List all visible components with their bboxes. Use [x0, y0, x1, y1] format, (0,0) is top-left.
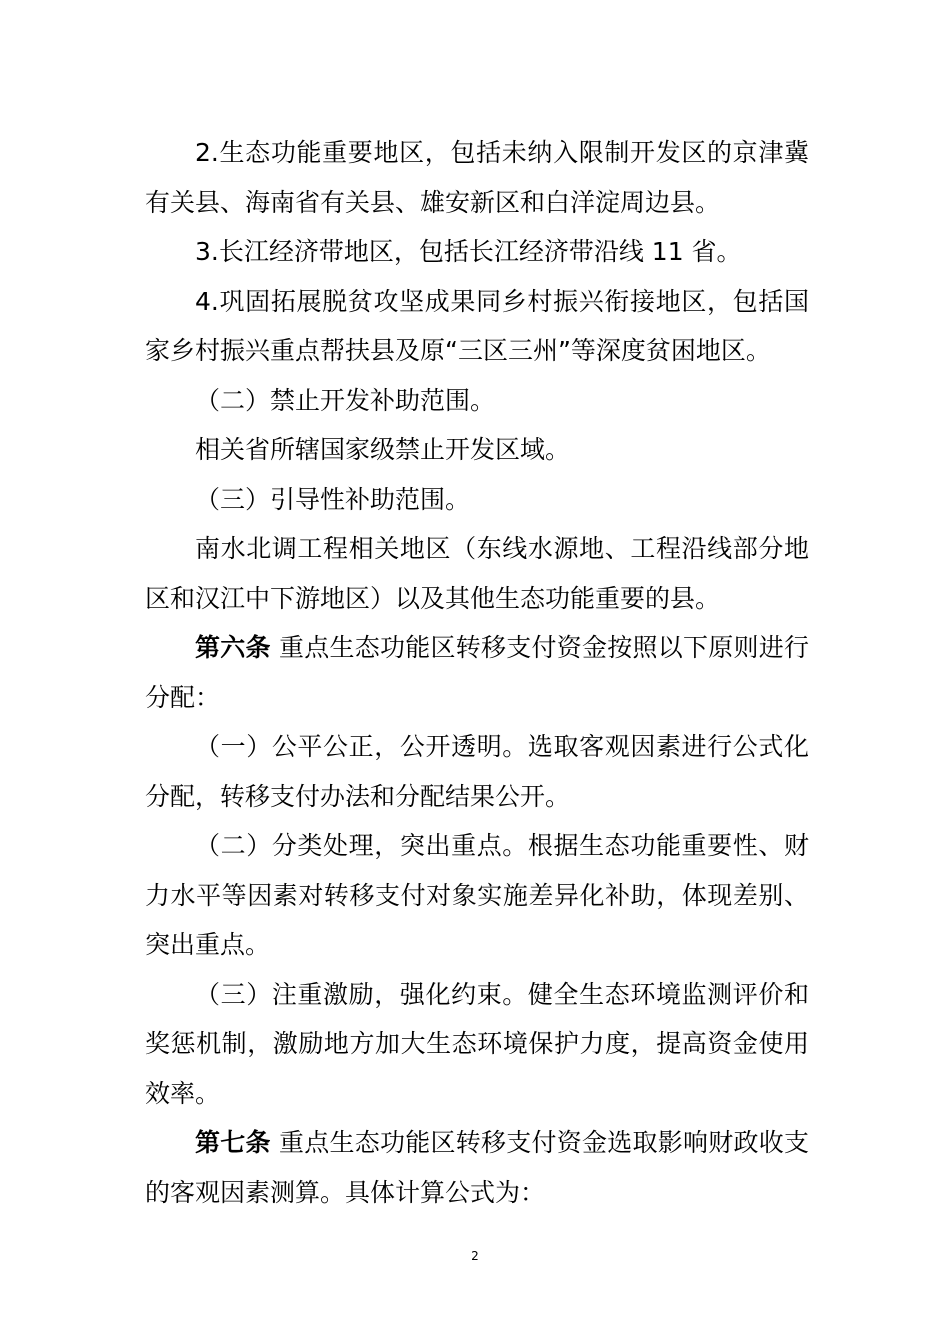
paragraph-yangtze-belt: 3.长江经济带地区，包括长江经济带沿线 11 省。 [195, 237, 742, 266]
article-six-heading: 第六条 [195, 633, 271, 662]
principle-fairness: （一）公平公正，公开透明。选取客观因素进行公式化分配，转移支付办法和分配结果公开。 [145, 732, 809, 811]
article-seven [145, 1118, 809, 1217]
principle-classification: （二）分类处理，突出重点。根据生态功能重要性、财力水平等因素对转移支付对象实施差异化补助，体现差别、突出重点。 [145, 831, 809, 959]
article-six [145, 623, 809, 722]
article-six-text: 重点生态功能区转移支付资金按照以下原则进行分配： [145, 633, 809, 712]
article-seven-text: 重点生态功能区转移支付资金选取影响财政收支的客观因素测算。具体计算公式为： [145, 1128, 809, 1207]
article-seven-heading: 第七条 [195, 1128, 271, 1157]
paragraph-eco-function-areas: 2.生态功能重要地区，包括未纳入限制开发区的京津冀有关县、海南省有关县、雄安新区和白洋淀周边县。 [145, 138, 809, 217]
document-body [145, 128, 809, 1217]
paragraph-guided-subsidy-scope: （三）引导性补助范围。 [195, 484, 471, 514]
paragraph-prohibited-development-scope: （二）禁止开发补助范围。 [195, 385, 496, 415]
paragraph-poverty-alleviation-areas: 4.巩固拓展脱贫攻坚成果同乡村振兴衔接地区，包括国家乡村振兴重点帮扶县及原“三区三州”等深度贫困地区。 [145, 286, 809, 365]
principle-incentives: （三）注重激励，强化约束。健全生态环境监测评价和奖惩机制，激励地方加大生态环境保护力度，提高资金使用效率。 [145, 979, 809, 1108]
paragraph-national-prohibited-areas: 相关省所辖国家级禁止开发区域。 [195, 435, 571, 464]
page-number: 2 [471, 1249, 479, 1263]
paragraph-south-north-water-diversion: 南水北调工程相关地区（东线水源地、工程沿线部分地区和汉江中下游地区）以及其他生态功能重要的县。 [145, 534, 809, 613]
